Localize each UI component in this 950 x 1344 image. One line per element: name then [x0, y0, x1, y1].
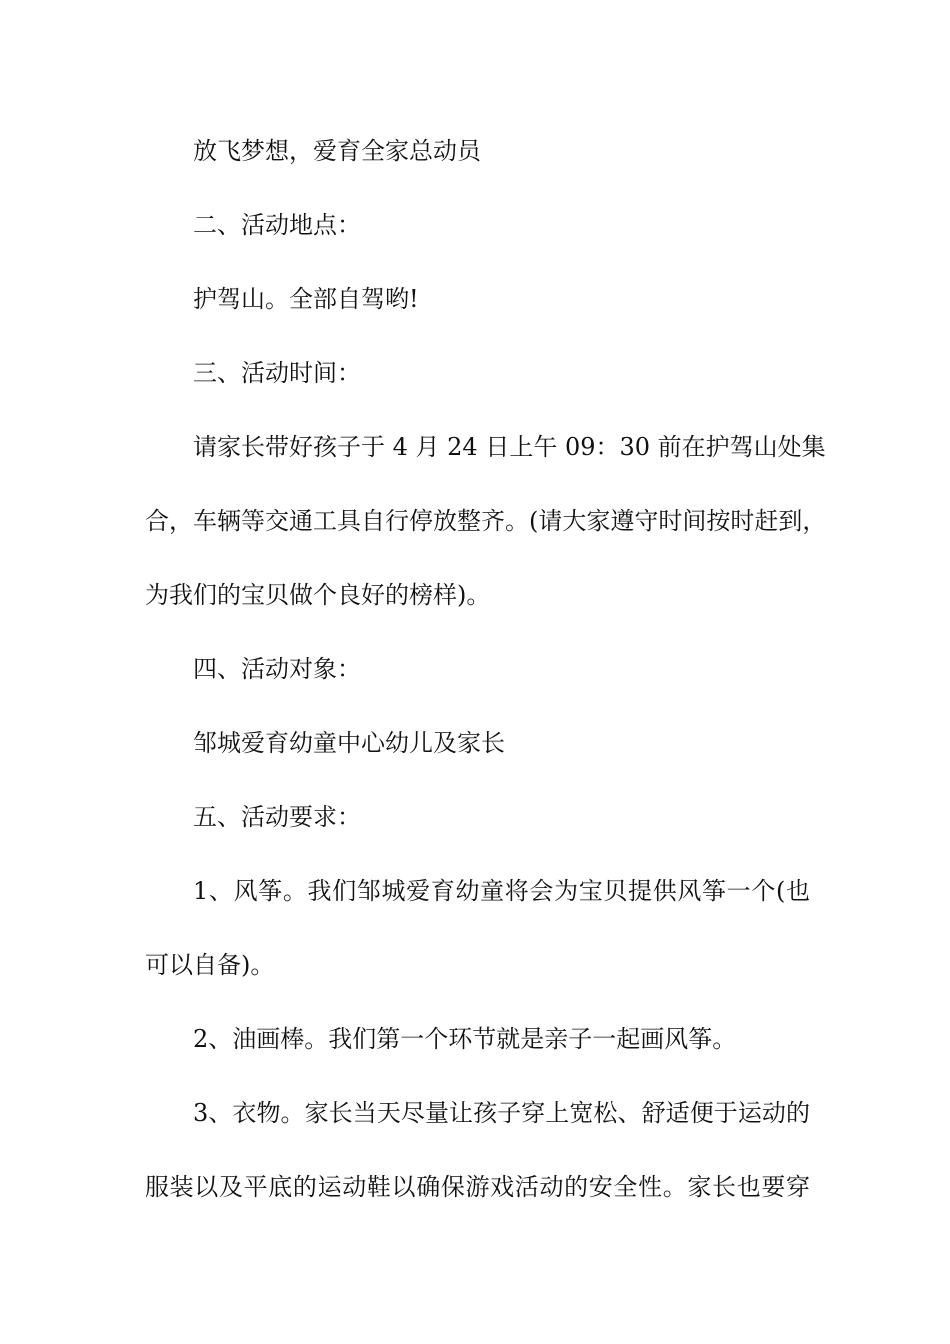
- paragraph-location: 护驾山。全部自驾哟!: [193, 285, 419, 313]
- paragraph-time-line-2: 合，车辆等交通工具自行停放整齐。(请大家遵守时间按时赶到，: [145, 507, 827, 535]
- paragraph-time-line-1: 请家长带好孩子于 4 月 24 日上午 09：30 前在护驾山处集: [193, 433, 826, 461]
- requirement-1-line-1: 1、风筝。我们邹城爱育幼童将会为宝贝提供风筝一个(也: [193, 877, 810, 905]
- heading-activity-time: 三、活动时间：: [193, 359, 361, 387]
- heading-activity-requirements: 五、活动要求：: [193, 803, 361, 831]
- requirement-3-line-2: 服装以及平底的运动鞋以确保游戏活动的安全性。家长也要穿: [145, 1173, 810, 1201]
- heading-activity-location: 二、活动地点：: [193, 211, 361, 239]
- paragraph-theme: 放飞梦想，爱育全家总动员: [193, 137, 481, 165]
- requirement-3-line-1: 3、衣物。家长当天尽量让孩子穿上宽松、舒适便于运动的: [193, 1099, 810, 1127]
- paragraph-time-line-3: 为我们的宝贝做个良好的榜样)。: [145, 581, 491, 609]
- requirement-1-line-2: 可以自备)。: [145, 951, 275, 979]
- heading-activity-target: 四、活动对象：: [193, 655, 361, 683]
- requirement-2: 2、油画棒。我们第一个环节就是亲子一起画风筝。: [193, 1025, 737, 1053]
- document-body: [145, 127, 827, 1237]
- paragraph-target: 邹城爱育幼童中心幼儿及家长: [193, 729, 505, 757]
